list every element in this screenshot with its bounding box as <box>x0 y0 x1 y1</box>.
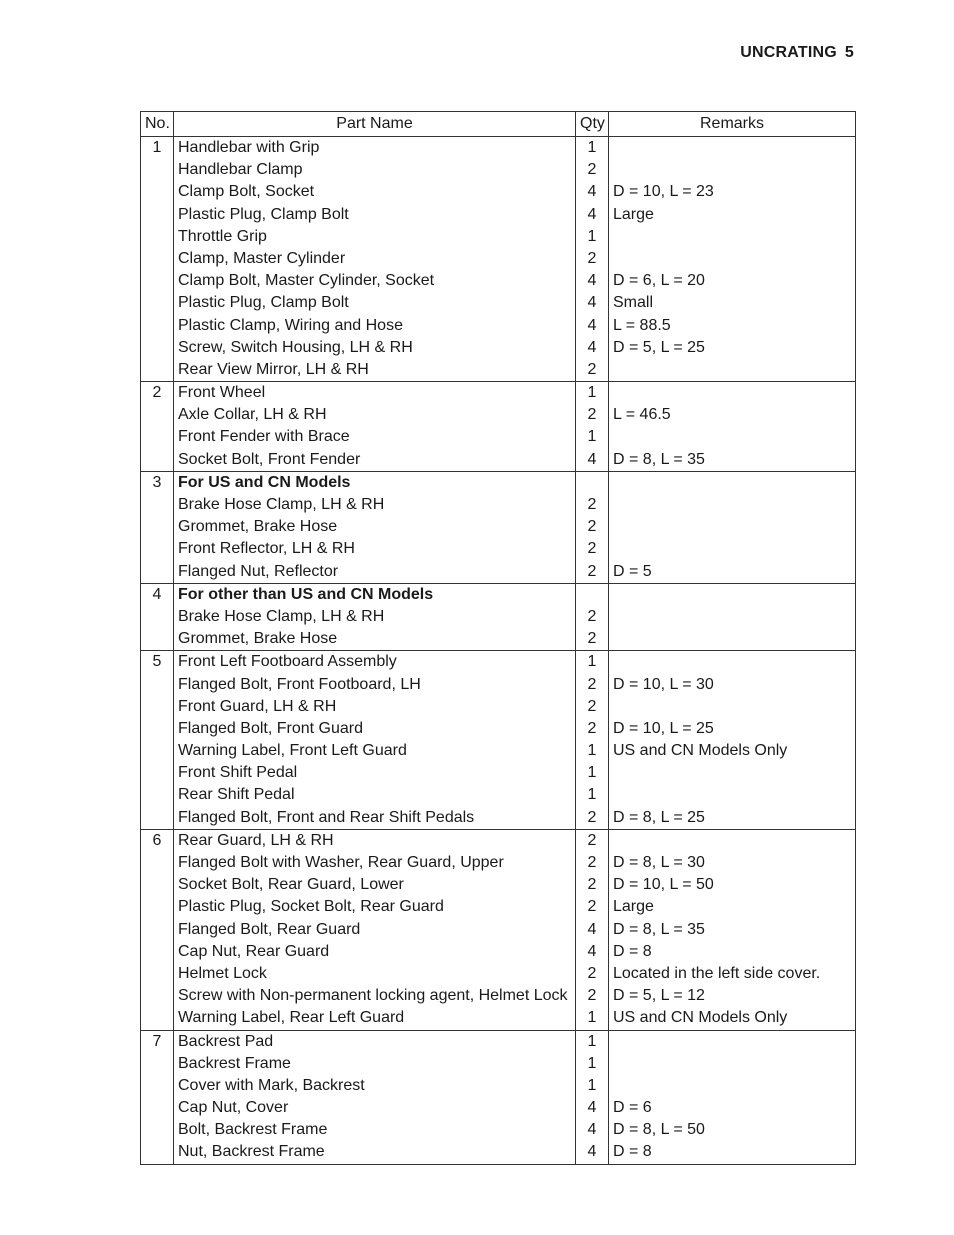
table-row <box>141 137 856 382</box>
part-name: Rear Guard, LH & RH <box>178 831 334 849</box>
part-name: Cap Nut, Cover <box>178 1099 289 1117</box>
table-row <box>141 471 856 583</box>
part-name-cell <box>174 829 576 1030</box>
part-qty: 4 <box>587 1099 597 1117</box>
part-remarks: D = 10, L = 30 <box>613 675 714 693</box>
part-qty: 2 <box>587 898 597 916</box>
part-remarks: D = 8, L = 35 <box>613 450 705 468</box>
part-remarks: US and CN Models Only <box>613 742 788 760</box>
part-qty: 1 <box>587 1032 597 1050</box>
part-name: Rear View Mirror, LH & RH <box>178 360 369 378</box>
part-qty: 2 <box>587 518 597 536</box>
page-header <box>740 44 854 62</box>
part-qty: 2 <box>587 540 597 558</box>
part-qty-cell <box>576 137 609 382</box>
part-qty: 2 <box>587 249 597 267</box>
part-remarks-cell <box>609 583 856 651</box>
part-remarks-cell <box>609 829 856 1030</box>
part-name: Bolt, Backrest Frame <box>178 1121 328 1139</box>
part-name-cell <box>174 382 576 472</box>
part-qty-cell <box>576 583 609 651</box>
part-remarks: D = 6, L = 20 <box>613 272 705 290</box>
part-remarks <box>613 137 851 159</box>
table-row <box>141 382 856 472</box>
part-qty-cell <box>576 382 609 472</box>
part-name: Front Shift Pedal <box>178 764 298 782</box>
part-name: Backrest Frame <box>178 1054 291 1072</box>
part-name: Plastic Clamp, Wiring and Hose <box>178 316 403 334</box>
part-remarks: D = 8 <box>613 942 652 960</box>
part-qty: 2 <box>587 854 597 871</box>
part-remarks: L = 88.5 <box>613 316 671 334</box>
part-name: Flanged Nut, Reflector <box>178 562 339 580</box>
part-remarks: Large <box>613 898 654 916</box>
part-name: Front Wheel <box>178 384 266 402</box>
part-remarks: D = 8, L = 35 <box>613 920 705 938</box>
part-name-cell <box>174 471 576 583</box>
part-name: Axle Collar, LH & RH <box>178 406 327 424</box>
column-header-qty: Qty <box>576 112 609 137</box>
part-name: Flanged Bolt, Front Guard <box>178 719 363 737</box>
part-remarks: Small <box>613 294 654 312</box>
part-qty <box>580 472 604 494</box>
part-remarks: Large <box>613 205 654 223</box>
item-number: 2 <box>141 382 174 472</box>
part-remarks <box>613 1031 851 1053</box>
part-remarks <box>613 472 851 494</box>
table-row <box>141 583 856 651</box>
part-name: Front Guard, LH & RH <box>178 697 337 715</box>
part-qty: 1 <box>587 742 597 760</box>
part-name: Socket Bolt, Rear Guard, Lower <box>178 876 404 894</box>
column-header-no: No. <box>141 112 174 137</box>
table-row <box>141 1030 856 1164</box>
part-name: Grommet, Brake Hose <box>178 630 338 648</box>
part-qty: 1 <box>587 139 597 156</box>
column-header-remarks: Remarks <box>609 112 856 137</box>
part-name: Front Fender with Brace <box>178 428 350 446</box>
part-remarks <box>613 426 851 448</box>
part-remarks <box>613 538 851 560</box>
part-qty: 1 <box>587 786 597 804</box>
part-name: Cap Nut, Rear Guard <box>178 942 330 960</box>
part-name: Cover with Mark, Backrest <box>178 1076 365 1094</box>
part-qty: 2 <box>587 831 597 849</box>
part-remarks: D = 6 <box>613 1099 652 1117</box>
part-qty: 2 <box>587 607 597 625</box>
part-remarks <box>613 830 851 852</box>
part-name-cell <box>174 583 576 651</box>
part-name: Flanged Bolt, Rear Guard <box>178 920 361 938</box>
part-remarks: D = 8, L = 25 <box>613 808 705 826</box>
part-name: Plastic Plug, Clamp Bolt <box>178 205 349 223</box>
part-name: Brake Hose Clamp, LH & RH <box>178 496 385 513</box>
part-remarks: D = 10, L = 50 <box>613 876 714 894</box>
part-qty: 2 <box>587 630 597 648</box>
part-remarks <box>613 1075 851 1097</box>
part-name-cell <box>174 137 576 382</box>
part-remarks <box>613 762 851 784</box>
part-remarks <box>613 606 851 628</box>
part-remarks-cell <box>609 651 856 830</box>
parts-table-body <box>141 137 856 1165</box>
part-qty: 4 <box>587 338 597 356</box>
part-remarks: D = 8, L = 50 <box>613 1121 705 1139</box>
part-remarks: D = 5 <box>613 562 652 580</box>
part-remarks <box>613 226 851 248</box>
part-name: Front Reflector, LH & RH <box>178 540 355 558</box>
part-name: Clamp Bolt, Socket <box>178 183 315 201</box>
part-remarks: US and CN Models Only <box>613 1009 788 1027</box>
part-remarks <box>613 696 851 718</box>
part-qty: 4 <box>587 183 597 201</box>
part-qty: 1 <box>587 227 597 245</box>
part-qty: 2 <box>587 360 597 378</box>
part-remarks: D = 5, L = 25 <box>613 338 705 356</box>
part-remarks <box>613 248 851 270</box>
part-remarks-cell <box>609 471 856 583</box>
part-remarks: D = 8 <box>613 1143 652 1161</box>
column-header-part-name: Part Name <box>174 112 576 137</box>
item-number: 7 <box>141 1030 174 1164</box>
part-qty: 1 <box>587 764 597 782</box>
part-qty: 4 <box>587 942 597 960</box>
part-qty: 1 <box>587 428 597 446</box>
part-qty: 4 <box>587 450 597 468</box>
part-qty-cell <box>576 651 609 830</box>
part-remarks <box>613 159 851 181</box>
item-number: 3 <box>141 471 174 583</box>
part-name: Throttle Grip <box>178 227 267 245</box>
table-header-row <box>141 112 856 137</box>
part-qty: 2 <box>587 496 597 513</box>
part-name-cell <box>174 1030 576 1164</box>
parts-table <box>140 111 856 1165</box>
part-name: Handlebar with Grip <box>178 139 320 156</box>
part-name: Flanged Bolt, Front and Rear Shift Pedals <box>178 808 475 826</box>
part-name: Brake Hose Clamp, LH & RH <box>178 607 385 625</box>
part-qty: 2 <box>587 697 597 715</box>
part-qty-cell <box>576 829 609 1030</box>
part-remarks <box>613 516 851 538</box>
part-remarks <box>613 494 851 516</box>
part-remarks: L = 46.5 <box>613 406 671 424</box>
page-number: 5 <box>844 44 854 61</box>
part-qty: 1 <box>587 1076 597 1094</box>
part-qty: 2 <box>587 987 597 1005</box>
part-qty: 4 <box>587 294 597 312</box>
part-remarks-cell <box>609 382 856 472</box>
table-row <box>141 651 856 830</box>
part-qty: 2 <box>587 562 597 580</box>
item-number: 6 <box>141 829 174 1030</box>
part-qty: 4 <box>587 1143 597 1161</box>
part-qty: 2 <box>587 719 597 737</box>
part-qty-cell <box>576 471 609 583</box>
part-remarks: D = 8, L = 30 <box>613 854 705 871</box>
part-qty <box>580 584 604 606</box>
part-qty: 1 <box>587 1009 597 1027</box>
part-name: Plastic Plug, Socket Bolt, Rear Guard <box>178 898 444 916</box>
part-qty: 2 <box>587 964 597 982</box>
part-qty: 4 <box>587 920 597 938</box>
part-name: Socket Bolt, Front Fender <box>178 450 361 468</box>
part-name: Helmet Lock <box>178 964 267 982</box>
part-name: Handlebar Clamp <box>178 161 303 179</box>
part-name: Grommet, Brake Hose <box>178 518 338 536</box>
part-name: Clamp Bolt, Master Cylinder, Socket <box>178 272 435 290</box>
part-remarks-cell <box>609 1030 856 1164</box>
part-qty: 1 <box>587 384 597 402</box>
part-name: For US and CN Models <box>178 473 351 491</box>
part-name: Rear Shift Pedal <box>178 786 295 804</box>
table-row <box>141 829 856 1030</box>
item-number: 4 <box>141 583 174 651</box>
part-remarks <box>613 382 851 404</box>
part-qty: 2 <box>587 406 597 424</box>
part-qty-cell <box>576 1030 609 1164</box>
part-qty: 4 <box>587 1121 597 1139</box>
part-qty: 4 <box>587 205 597 223</box>
part-remarks <box>613 651 851 673</box>
part-name: Warning Label, Front Left Guard <box>178 742 407 760</box>
part-remarks: D = 10, L = 25 <box>613 719 714 737</box>
part-qty: 4 <box>587 272 597 290</box>
part-qty: 2 <box>587 675 597 693</box>
part-qty: 4 <box>587 316 597 334</box>
part-remarks: D = 10, L = 23 <box>613 183 714 201</box>
part-qty: 2 <box>587 808 597 826</box>
part-remarks <box>613 628 851 650</box>
part-name: Front Left Footboard Assembly <box>178 653 397 671</box>
section-title: UNCRATING <box>740 44 837 61</box>
part-name: Flanged Bolt, Front Footboard, LH <box>178 675 421 693</box>
item-number: 5 <box>141 651 174 830</box>
part-qty: 2 <box>587 161 597 179</box>
part-name: Screw, Switch Housing, LH & RH <box>178 338 413 356</box>
part-remarks <box>613 584 851 606</box>
part-name: Warning Label, Rear Left Guard <box>178 1009 405 1027</box>
part-qty: 1 <box>587 653 597 671</box>
part-remarks <box>613 1053 851 1075</box>
part-name: Flanged Bolt with Washer, Rear Guard, Upper <box>178 854 504 871</box>
part-name: Screw with Non-permanent locking agent, Helmet Lock <box>178 987 568 1005</box>
part-name: For other than US and CN Models <box>178 585 434 603</box>
part-remarks: Located in the left side cover. <box>613 964 821 982</box>
part-remarks-cell <box>609 137 856 382</box>
part-qty: 2 <box>587 876 597 894</box>
part-remarks <box>613 359 851 381</box>
part-name: Backrest Pad <box>178 1032 274 1050</box>
item-number: 1 <box>141 137 174 382</box>
part-name: Clamp, Master Cylinder <box>178 249 346 267</box>
part-name-cell <box>174 651 576 830</box>
part-remarks <box>613 784 851 806</box>
part-qty: 1 <box>587 1054 597 1072</box>
part-name: Nut, Backrest Frame <box>178 1143 325 1161</box>
part-remarks: D = 5, L = 12 <box>613 987 705 1005</box>
part-name: Plastic Plug, Clamp Bolt <box>178 294 349 312</box>
